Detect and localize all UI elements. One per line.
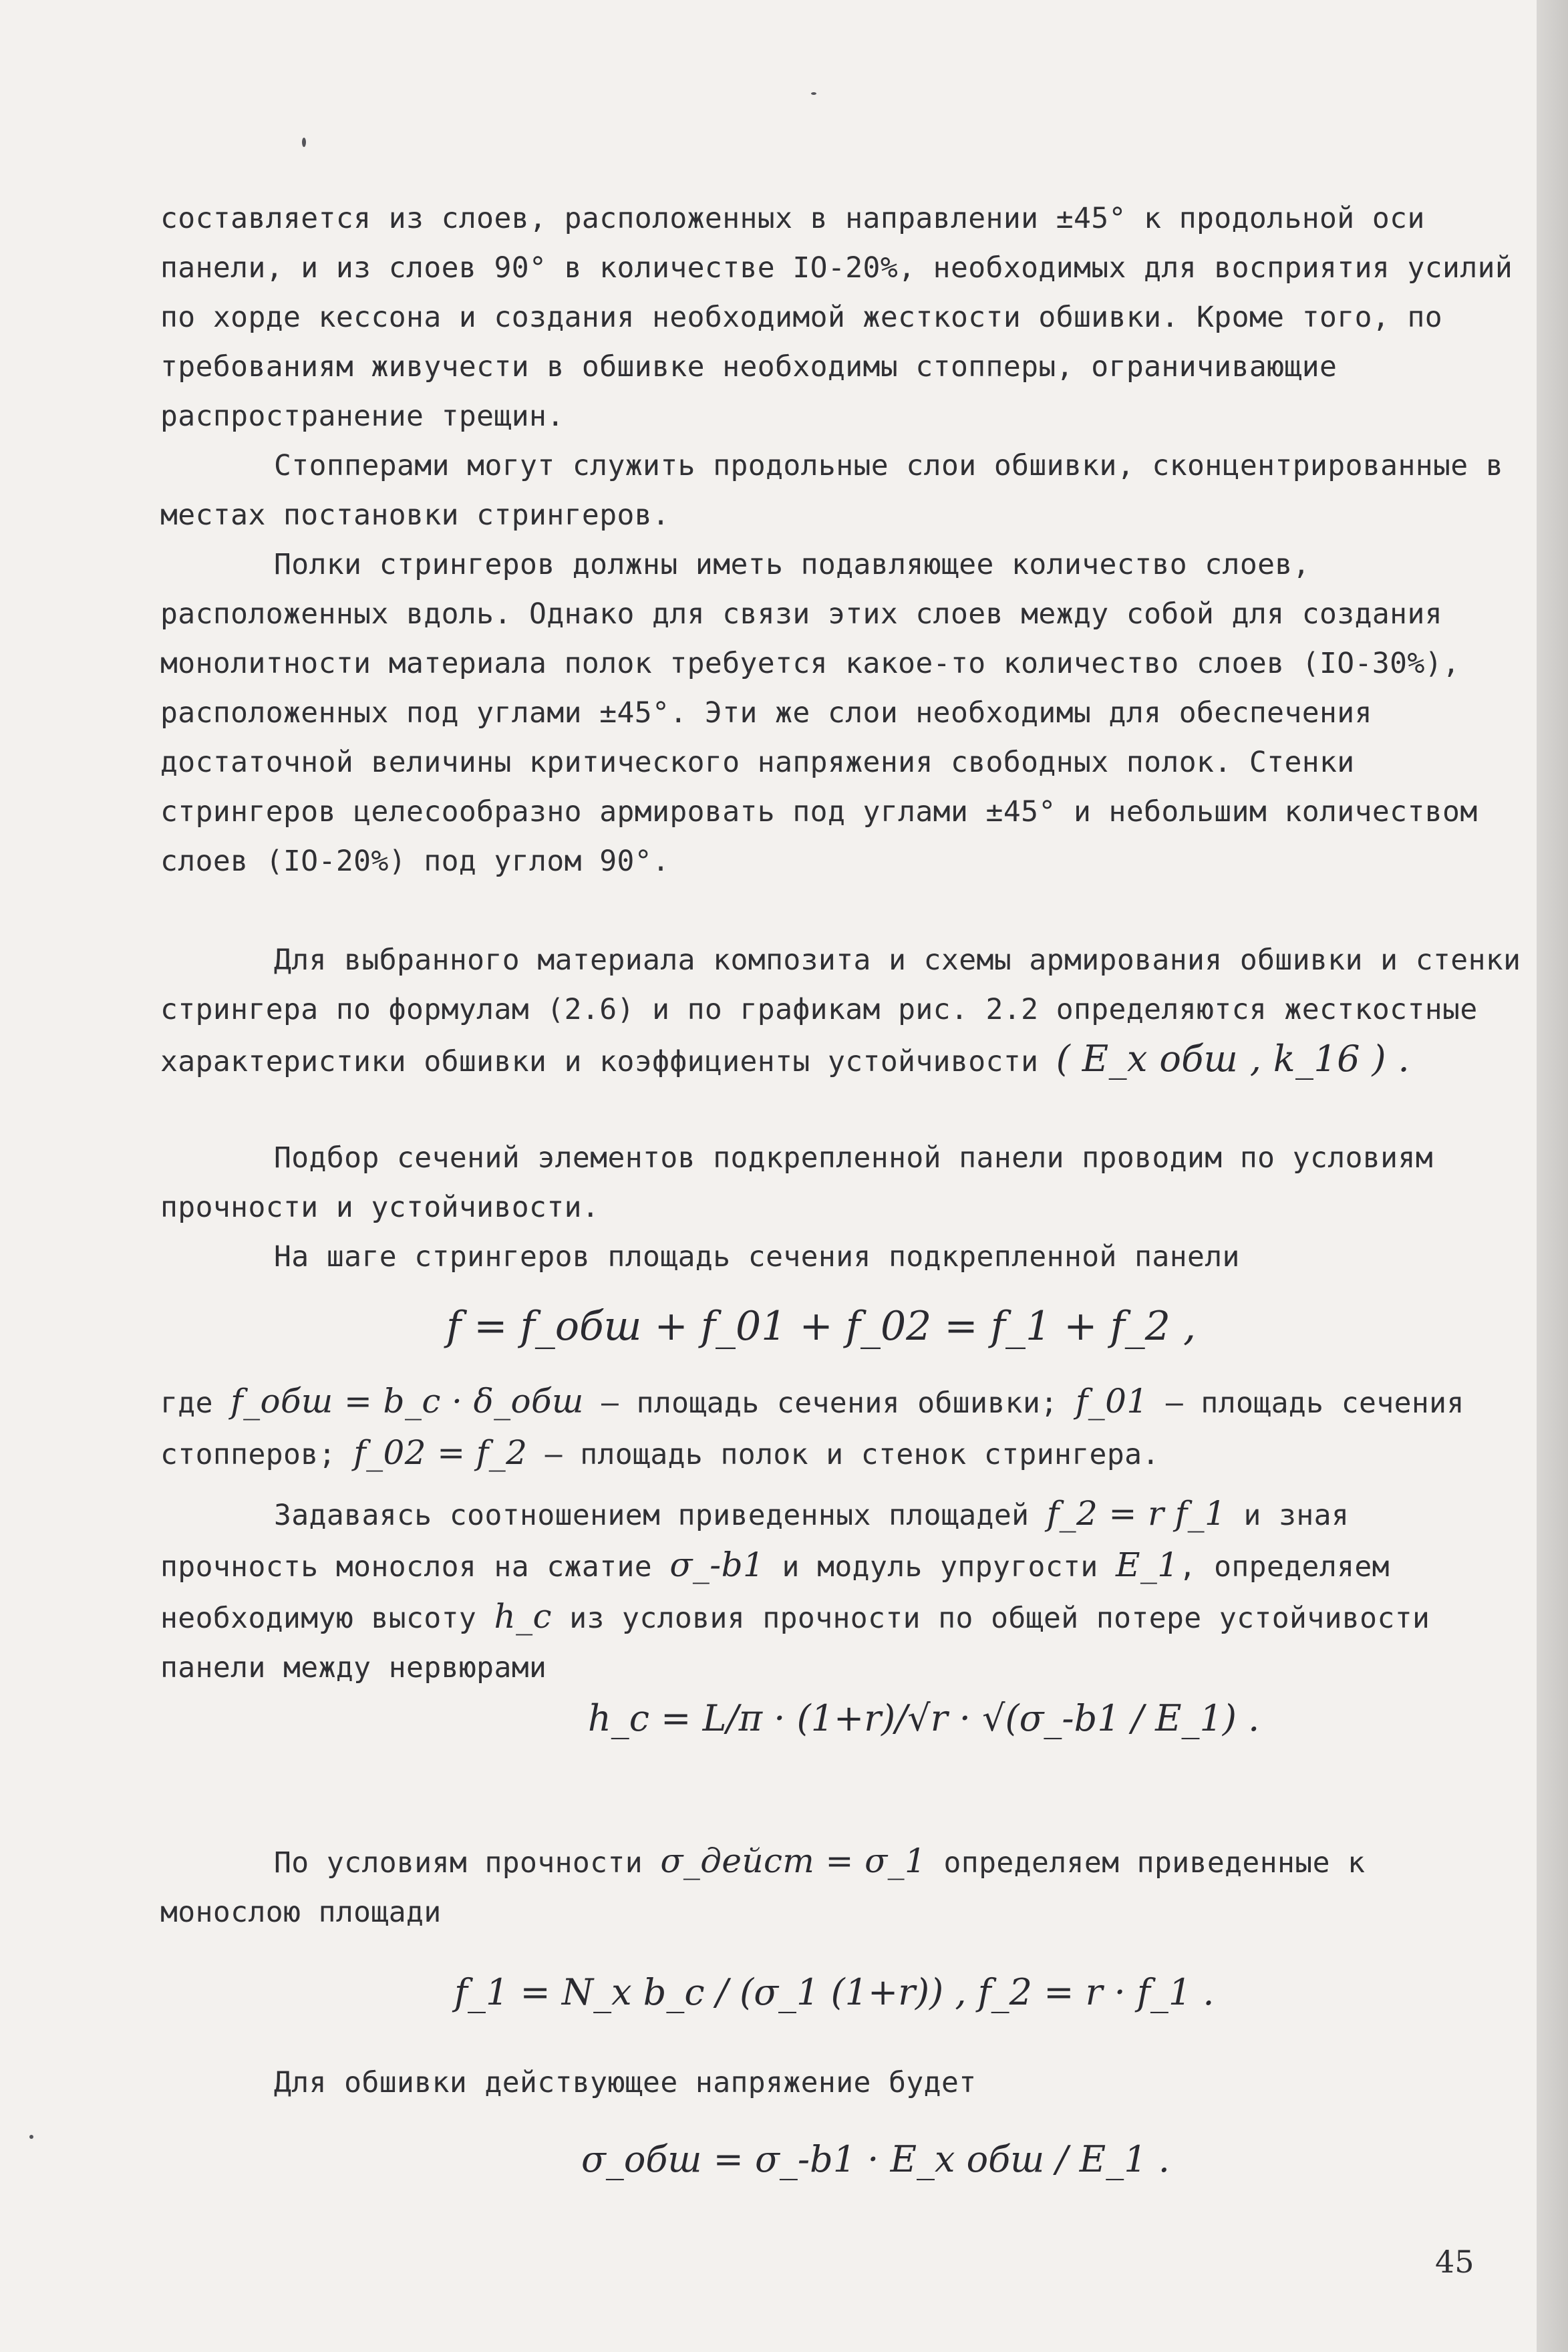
stability-condition-text: из условия прочности по общей потере устойчивости панели между нервюрами <box>160 1602 1430 1684</box>
material-selection-text: Для выбранного материала композита и схемы армирования обшивки и стенки стрингера по формулам (2.6) и по графикам рис. 2.2 определяются жесткостные характеристики обшивки и коэффициенты устойчивости <box>160 943 1521 1078</box>
reduced-areas-formula: f_1 = N_x b_c / (σ_1 (1+r)) , f_2 = r · f_1 . <box>454 1971 1215 2013</box>
paragraph-section-selection: Подбор сечений элементов подкрепленной панели проводим по условиям прочности и устойчивости. <box>160 1141 1434 1224</box>
reduced-areas-text: определяем приведенные к монослою площади <box>160 1846 1366 1929</box>
modulus-text: и модуль упругости <box>782 1550 1098 1584</box>
paragraph-stoppers: Стопперами могут служить продольные слои обшивки, сконцентрированные в местах постановки стрингеров. <box>160 449 1504 532</box>
page-edge-shadow <box>1537 0 1568 2352</box>
height-symbol: h_c <box>494 1597 552 1636</box>
paragraph-skin-layers: составляется из слоев, расположенных в направлении ±45° к продольной оси панели, и из слоев 90° в количестве IO-20%, необходимых для восприятия усилий по хорде кессона и создания необходимой жесткости обшивки. Кроме того, по требованиям живучести в обшивке необходимы стопперы, ограничивающие распространение трещин. <box>160 202 1513 433</box>
ink-speck <box>811 92 816 95</box>
acting-stress-formula: σ_дейст = σ_1 <box>660 1842 927 1880</box>
paragraph-skin-stress: Для обшивки действующее напряжение будет <box>274 2066 977 2099</box>
ink-speck <box>29 2135 33 2139</box>
stringer-area-text: – площадь полок и стенок стрингера. <box>544 1438 1160 1471</box>
paragraph-area-ratio <box>160 1489 1523 1693</box>
where-word: где <box>160 1386 213 1420</box>
modulus-symbol: E_1 <box>1116 1546 1179 1584</box>
skin-stress-formula: σ_обш = σ_-b1 · E_x обш / E_1 . <box>581 2138 1170 2180</box>
paragraph-area-definitions <box>160 1376 1523 1479</box>
height-formula: h_c = L/π · (1+r)/√r · √(σ_-b1 / E_1) . <box>588 1697 1260 1739</box>
stopper-area-symbol: f_01 <box>1075 1382 1148 1421</box>
height-text: , определяем необходимую высоту <box>160 1550 1390 1635</box>
area-ratio-formula: f_2 = r f_1 <box>1046 1494 1227 1533</box>
page-number: 45 <box>1435 2244 1474 2280</box>
compressive-strength-symbol: σ_-b1 <box>669 1546 765 1584</box>
ink-speck <box>302 138 306 147</box>
total-area-formula: f = f_обш + f_01 + f_02 = f_1 + f_2 , <box>446 1303 1197 1350</box>
paragraph-strength-condition <box>160 1836 1523 1937</box>
skin-area-text: – площадь сечения обшивки; <box>601 1386 1058 1420</box>
skin-area-formula: f_обш = b_c · δ_обш <box>230 1382 584 1421</box>
paragraph-material-selection <box>160 935 1523 1086</box>
stopper-area-text: – площадь сечения стопперов; <box>160 1386 1464 1471</box>
stringer-area-formula: f_02 = f_2 <box>353 1433 528 1472</box>
stability-coefficients-formula: ( E_x обш , k_16 ) . <box>1056 1038 1410 1080</box>
paragraph-stringer-flanges: Полки стрингеров должны иметь подавляющее количество слоев, расположенных вдоль. Однако для связи этих слоев между собой для создания монолитности материала полок требуется какое-то количество слоев (IO-30%), расположенных под углами ±45°. Эти же слои необходимы для обеспечения достаточной величины критического напряжения свободных полок. Стенки стрингеров целесообразно армировать под углами ±45° и небольшим количеством слоев (IO-20%) под углом 90°. <box>160 548 1478 878</box>
strength-condition-text: По условиям прочности <box>274 1846 643 1880</box>
area-ratio-text: Задаваясь соотношением приведенных площадей <box>274 1499 1030 1532</box>
paragraph-stringer-step: На шаге стрингеров площадь сечения подкрепленной панели <box>274 1240 1240 1274</box>
strength-text: и зная прочность монослоя на сжатие <box>160 1499 1350 1584</box>
